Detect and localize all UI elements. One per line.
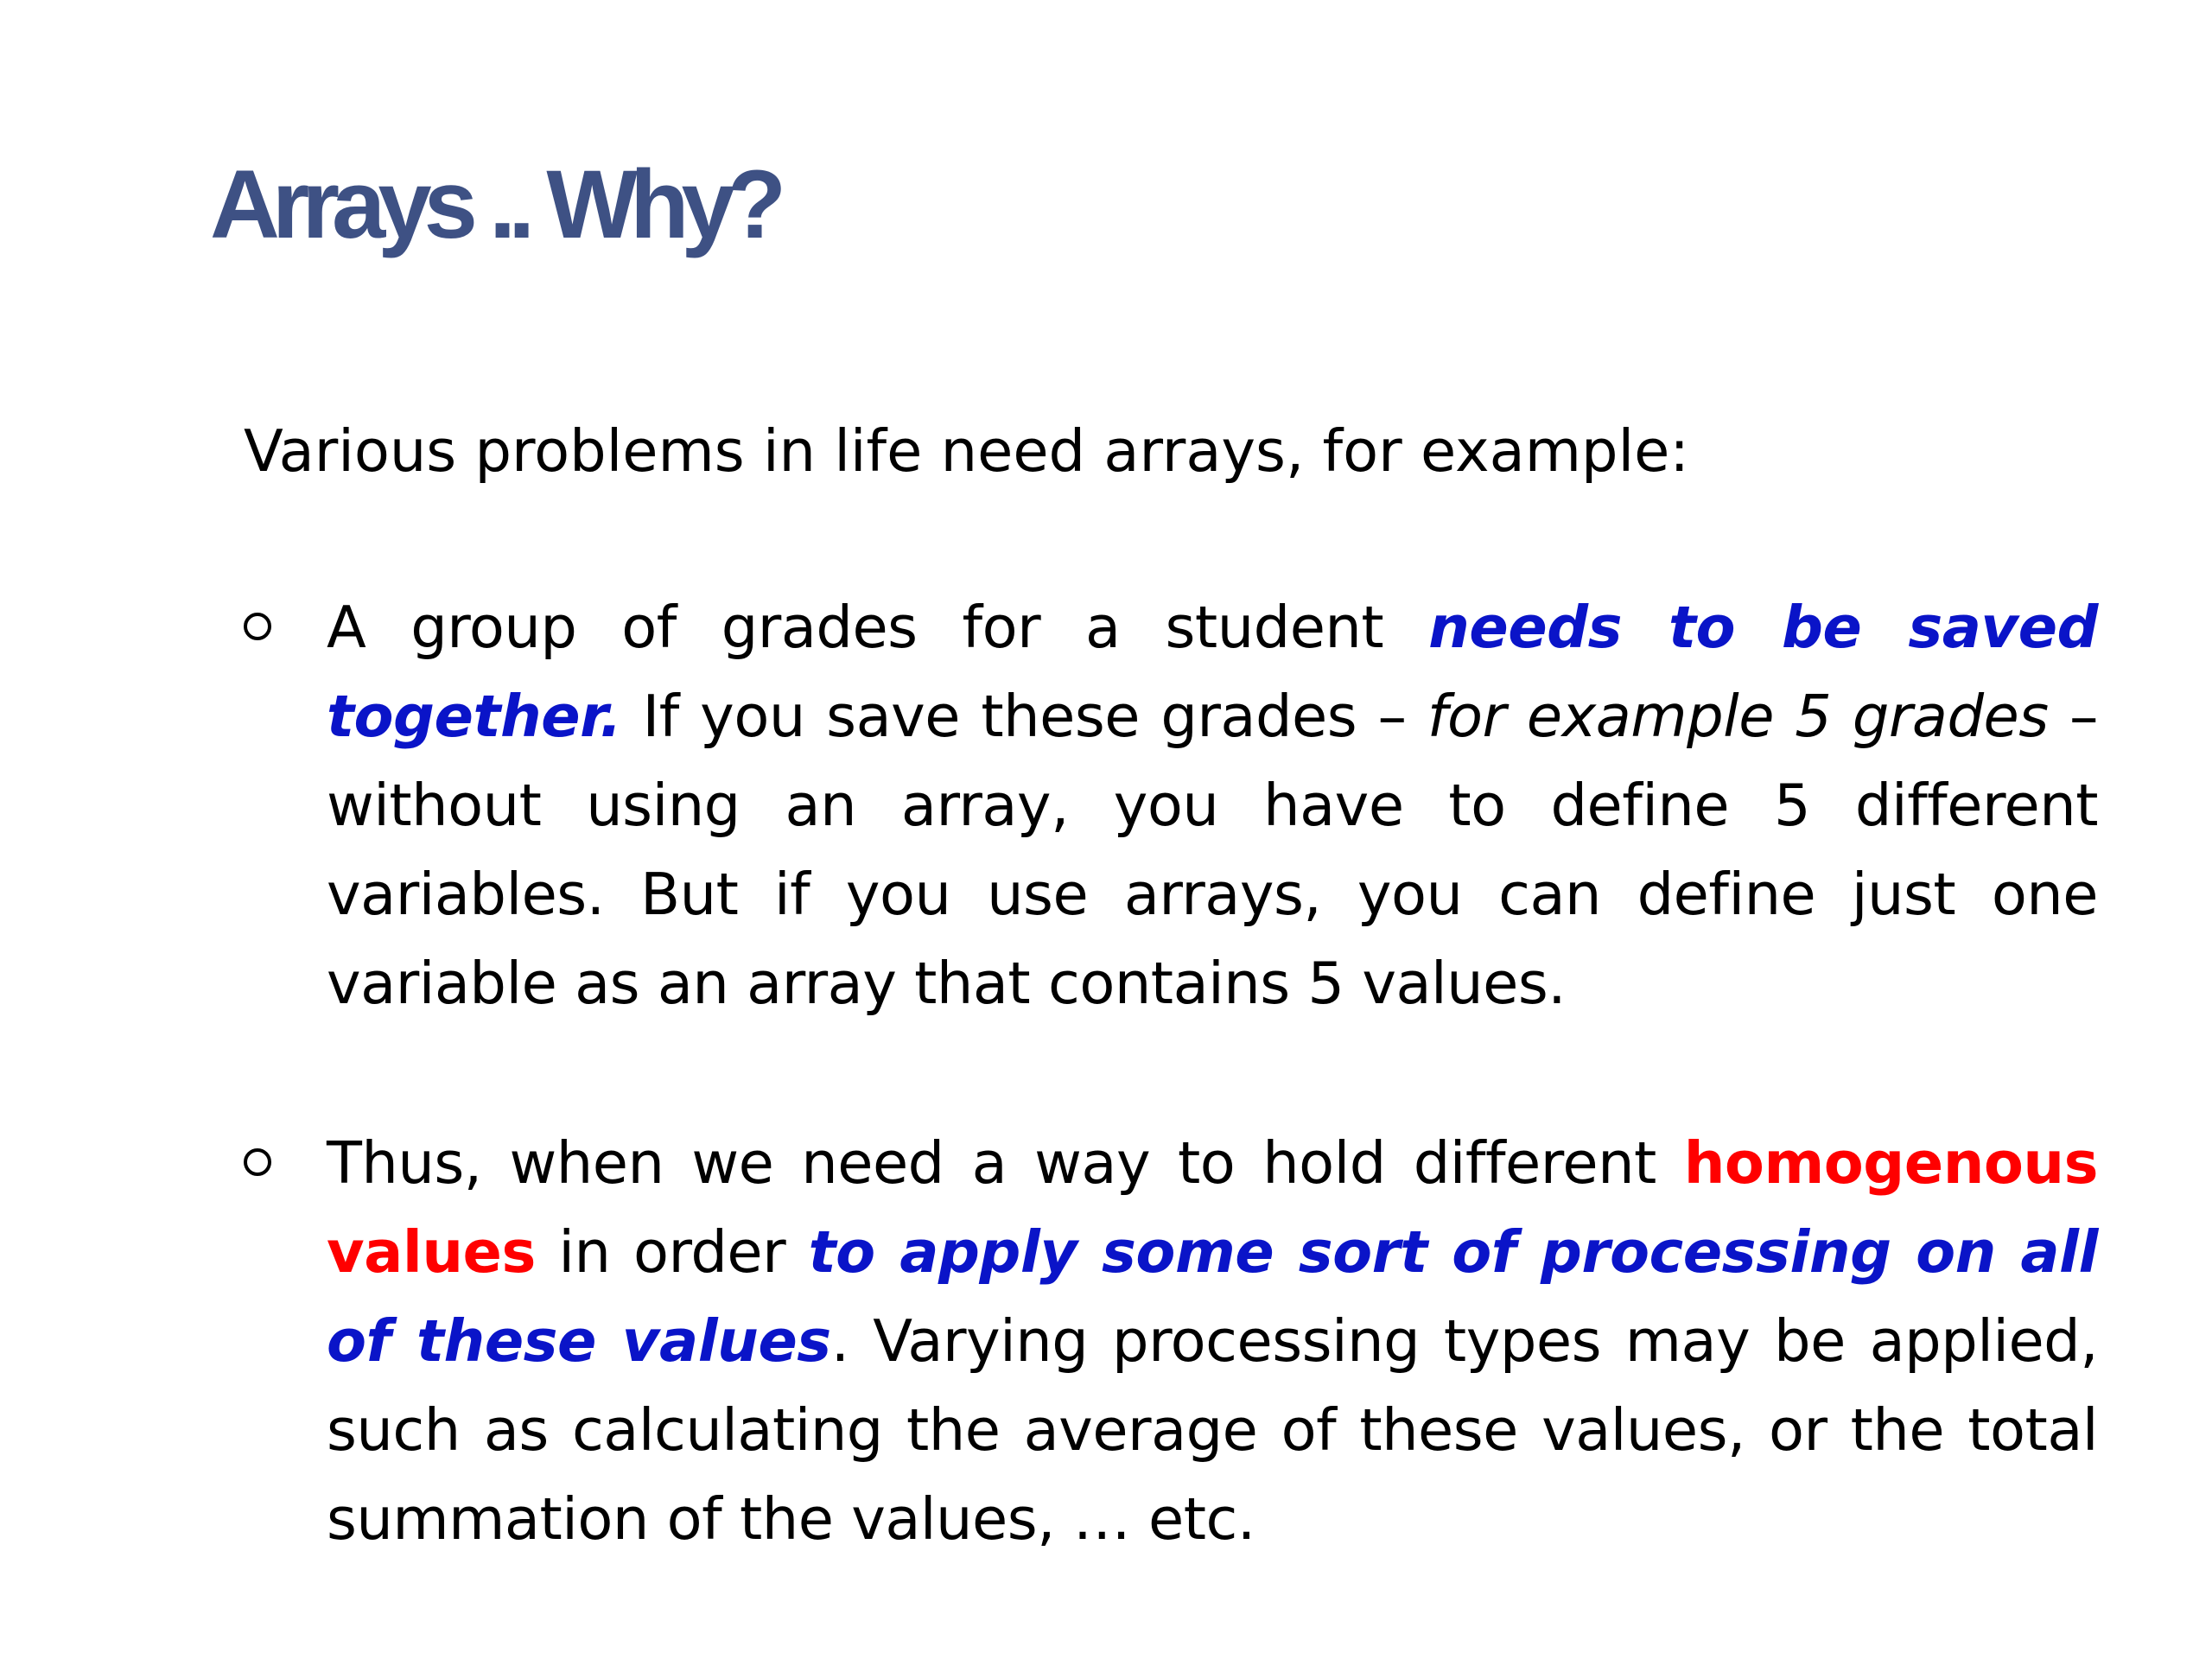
bullet-text-segment: Thus, when we need a way to hold different: [327, 1129, 1684, 1197]
emphasis-blue-text: to apply some sort of processing on all of these values: [327, 1218, 2098, 1375]
emphasis-red-text: homogenous values: [327, 1129, 2098, 1286]
italic-text: for example 5 grades: [1427, 683, 2049, 750]
bullet-text-segment: . Varying processing types may be applied, such as calculating the average of these values, or the total summation of the values, … etc.: [327, 1307, 2098, 1553]
emphasis-blue-text: needs to be saved together.: [327, 594, 2098, 750]
intro-text: Various problems in life need arrays, for example:: [244, 417, 1689, 485]
bullet-text-segment: – without using an array, you have to define 5 different variables. But if you use arrays, you can define just one variable as an array that contains 5 values.: [327, 683, 2098, 1017]
hollow-circle-bullet-icon: [244, 613, 271, 640]
bullet-text-segment: in order: [535, 1218, 809, 1286]
hollow-circle-bullet-icon: [244, 1148, 271, 1176]
bullet-text-segment: A group of grades for a student: [327, 594, 1429, 661]
bullet-text: [327, 583, 2098, 1028]
bullet-text: [327, 1119, 2098, 1564]
slide-title: Arrays .. Why?: [210, 150, 779, 258]
bullet-text-segment: If you save these grades –: [621, 683, 1427, 750]
